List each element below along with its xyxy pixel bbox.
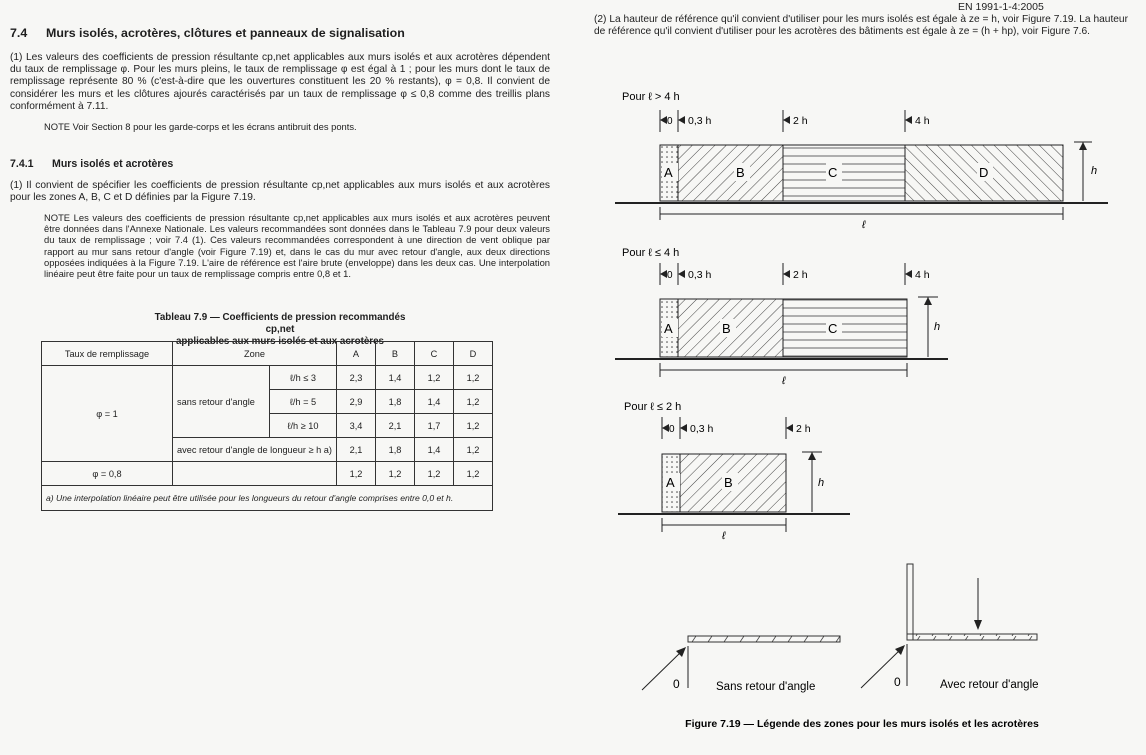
zone-d-label: D [979, 165, 989, 180]
arrow-icon [678, 116, 685, 124]
section-paragraph-1: (1) Les valeurs des coefficients de pression résultante cp,net applicables aux murs isolés et aux acrotères dépendent du taux de remplissage φ. Pour les murs pleins, le taux de remplissage φ est égal à 1 ; pour les murs dont le taux de remplissage représente 80 % (c'est-à-dire que les ouvertures constituent les 20 % restants), φ = 0,8. Il convient de considérer les murs et les clôtures ajourés caractérisés par un taux de remplissage φ ≤ 0,8 comme des treillis plans conformément à 7.11. [10, 52, 550, 112]
case-2-label: Pour ℓ ≤ 4 h [622, 247, 680, 259]
value-cell: 1,4 [376, 366, 415, 390]
subsection-title: Murs isolés et acrotères [52, 158, 174, 170]
figure-caption: Figure 7.19 — Légende des zones pour les murs isolés et les acrotères [685, 718, 1039, 730]
arrow-icon [660, 270, 667, 278]
dim-03h-label: 0,3 h [688, 115, 712, 127]
arrow-icon [808, 452, 816, 460]
value-cell: 1,2 [454, 462, 493, 486]
value-cell: 1,4 [415, 390, 454, 414]
wall-plan [907, 634, 1037, 640]
zone-a-label: A [664, 165, 673, 180]
arrow-icon [905, 270, 912, 278]
value-cell: 1,2 [415, 366, 454, 390]
arrow-icon [680, 424, 687, 432]
arrow-icon [662, 424, 669, 432]
value-cell: 2,1 [376, 414, 415, 438]
avec-retour-cell: avec retour d'angle de longueur ≥ h a) [173, 438, 337, 462]
zone-c-label: C [828, 165, 838, 180]
value-cell: 1,8 [376, 390, 415, 414]
phi-1-cell: φ = 1 [42, 366, 173, 462]
origin-label: 0 [673, 677, 680, 691]
dim-0-label: 0 [669, 424, 675, 435]
value-cell: 1,2 [337, 462, 376, 486]
zone-a-label: A [664, 321, 673, 336]
length-label: ℓ [862, 219, 866, 231]
ratio-cell: ℓ/h = 5 [270, 390, 337, 414]
value-cell: 3,4 [337, 414, 376, 438]
length-label: ℓ [722, 530, 726, 542]
header-zone: Zone [173, 342, 337, 366]
value-cell: 1,2 [376, 462, 415, 486]
subsection-number: 7.4.1 [10, 158, 34, 170]
table-caption-line-2: applicables aux murs isolés et aux acrotères [175, 336, 384, 347]
diagram-case-1 [615, 91, 1108, 231]
length-label: ℓ [782, 375, 786, 387]
value-cell: 1,2 [415, 462, 454, 486]
case-1-label: Pour ℓ > 4 h [622, 91, 680, 103]
dim-0-label: 0 [667, 116, 673, 127]
value-cell: 1,2 [454, 366, 493, 390]
subsection-paragraph-1: (1) Il convient de spécifier les coefficients de pression résultante cp,net applicables aux murs isolés et aux acrotères pour les zones A, B, C et D définies par la Figure 7.19. [10, 180, 550, 204]
zone-c-shape [783, 145, 905, 201]
avec-retour-label: Avec retour d'angle [940, 679, 1039, 691]
height-label: h [818, 477, 825, 489]
dim-0-label: 0 [667, 270, 673, 281]
table-caption-line-1: Tableau 7.9 — Coefficients de pression recommandés cp,net [154, 312, 406, 335]
sans-retour-cell: sans retour d'angle [173, 366, 270, 438]
value-cell: 1,2 [454, 438, 493, 462]
subsection-note-1: NOTE Les valeurs des coefficients de pression résultante cp,net applicables aux murs isolés et aux acrotères peuvent être données dans l'Annexe Nationale. Les valeurs recommandées sont données dans le Tableau 7.9 pour deux valeurs du taux de remplissage ; voir 7.4 (1). Ces valeurs recommandées correspondent à une direction de vent oblique par rapport au mur sans retour d'angle (voir Figure 7.19) et, dans le cas du mur avec retour d'angle, aux deux directions opposées indiquées à la Figure 7.19. L'aire de référence est l'aire brute (enveloppe) dans les deux cas. Une interpolation linéaire peut être faite pour un taux de remplissage compris entre 0,8 et 1. [44, 212, 550, 280]
plan-avec-retour [861, 564, 1039, 691]
arrow-icon [1079, 142, 1087, 150]
value-cell: 1,7 [415, 414, 454, 438]
zone-b-label: B [724, 475, 733, 490]
sans-retour-label: Sans retour d'angle [716, 681, 816, 693]
diagram-case-3 [618, 401, 850, 542]
value-cell: 1,2 [454, 414, 493, 438]
ratio-cell: ℓ/h ≤ 3 [270, 366, 337, 390]
dim-2h-label: 2 h [796, 423, 811, 435]
height-label: h [1091, 165, 1098, 177]
zone-b-shape [678, 145, 783, 201]
arrow-icon [924, 297, 932, 305]
header-a: A [337, 342, 376, 366]
origin-label: 0 [894, 675, 901, 689]
header-taux: Taux de remplissage [42, 342, 173, 366]
value-cell: 2,3 [337, 366, 376, 390]
table-footnote: a) Une interpolation linéaire peut être utilisée pour les longueurs du retour d'angle comprises entre 0,0 et h. [42, 486, 493, 511]
arrow-icon [783, 116, 790, 124]
zone-c-shape [783, 299, 907, 357]
header-reference: EN 1991-1-4:2005 [958, 1, 1044, 13]
dim-4h-label: 4 h [915, 269, 930, 281]
right-paragraph-2: (2) La hauteur de référence qu'il convient d'utiliser pour les murs isolés est égale à ze = h, voir Figure 7.19. La hauteur de référence qu'il convient d'utiliser pour les acrotères des bâtiments est égale à ze = (h + hp), voir Figure 7.6. [594, 14, 1128, 38]
value-cell: 1,8 [376, 438, 415, 462]
zone-b-label: B [722, 321, 731, 336]
header-b: B [376, 342, 415, 366]
zone-c-label: C [828, 321, 838, 336]
arrow-icon [660, 116, 667, 124]
arrow-icon [786, 424, 793, 432]
dim-03h-label: 0,3 h [688, 269, 712, 281]
arrow-icon [783, 270, 790, 278]
zone-a-label: A [666, 475, 675, 490]
diagram-case-2 [615, 247, 948, 387]
header-d: D [454, 342, 493, 366]
phi-08-cell: φ = 0,8 [42, 462, 173, 486]
value-cell: 1,2 [454, 390, 493, 414]
arrow-icon [678, 270, 685, 278]
dim-03h-label: 0,3 h [690, 423, 714, 435]
dim-2h-label: 2 h [793, 269, 808, 281]
dim-2h-label: 2 h [793, 115, 808, 127]
case-3-label: Pour ℓ ≤ 2 h [624, 401, 682, 413]
plan-sans-retour [642, 636, 840, 693]
wall-plan [688, 636, 840, 642]
zone-b-label: B [736, 165, 745, 180]
height-label: h [934, 321, 941, 333]
section-number: 7.4 [10, 26, 28, 40]
ratio-cell: ℓ/h ≥ 10 [270, 414, 337, 438]
section-title: Murs isolés, acrotères, clôtures et panneaux de signalisation [46, 26, 405, 40]
header-c: C [415, 342, 454, 366]
dim-4h-label: 4 h [915, 115, 930, 127]
arrow-icon [974, 620, 982, 630]
section-note-1: NOTE Voir Section 8 pour les garde-corps et les écrans antibruit des ponts. [44, 121, 357, 132]
return-wall-plan [907, 564, 913, 640]
arrow-icon [905, 116, 912, 124]
value-cell: 2,9 [337, 390, 376, 414]
value-cell: 2,1 [337, 438, 376, 462]
value-cell: 1,4 [415, 438, 454, 462]
